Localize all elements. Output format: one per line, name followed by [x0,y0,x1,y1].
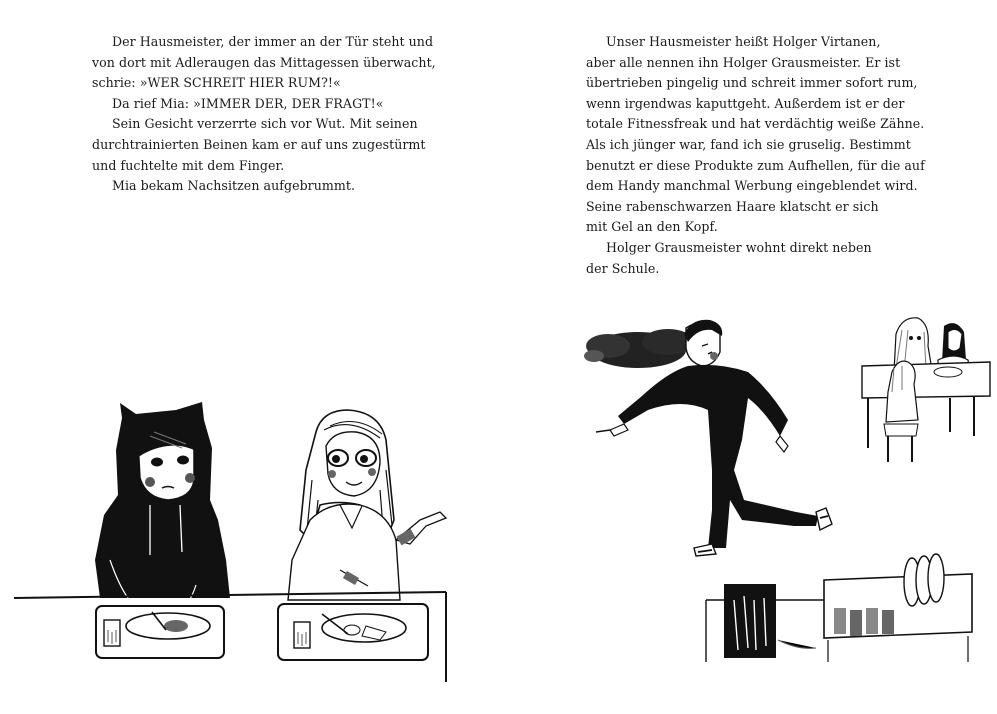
text-line: benutzt er diese Produkte zum Aufhellen, für die auf [586,157,925,173]
janitor-illustration [498,0,997,714]
text-line: Da rief Mia: »IMMER DER, DER FRAGT!« [112,95,384,111]
text-line: Mia bekam Nachsitzen aufgebrummt. [112,178,356,194]
text-line: Sein Gesicht verzerrte sich vor Wut. Mit seinen [112,116,418,132]
girl-hoodie [95,402,230,616]
text-line: Als ich jünger war, fand ich sie gruselig. Bestimmt [586,136,911,152]
left-page [0,0,498,714]
text-line: Holger Grausmeister wohnt direkt neben [606,239,872,255]
right-page [498,0,997,714]
text-line: Unser Hausmeister heißt Holger Virtanen, [606,34,881,49]
text-line: der Schule. [586,260,660,276]
text-line: und fuchtelte mit dem Finger. [92,157,285,173]
text-line: Der Hausmeister, der immer an der Tür steht und [112,34,434,49]
text-line: totale Fitnessfreak und hat verdächtig weiße Zähne. [586,116,925,132]
lunch-table-illustration [0,0,498,714]
text-line: aber alle nennen ihn Holger Grausmeister. Er ist [586,54,901,70]
girl-glasses [288,410,446,600]
text-line: schrie: »WER SCHREIT HIER RUM?!« [92,75,341,91]
text-line: übertrieben pingelig und schreit immer sofort rum, [586,75,918,91]
text-line: wenn irgendwas kaputtgeht. Außerdem ist er der [586,95,905,111]
kitchen-scene [706,554,972,662]
lunch-table [14,592,446,682]
text-line: Seine rabenschwarzen Haare klatscht er sich [586,198,879,214]
background-girls-inset [862,318,990,462]
text-line: dem Handy manchmal Werbung eingeblendet wird. [586,178,918,194]
text-line: von dort mit Adleraugen das Mittagessen überwacht, [92,54,436,70]
text-line: mit Gel an den Kopf. [586,219,718,235]
text-line: durchtrainierten Beinen kam er auf uns zugestürmt [92,136,426,152]
anger-cloud [584,329,694,368]
